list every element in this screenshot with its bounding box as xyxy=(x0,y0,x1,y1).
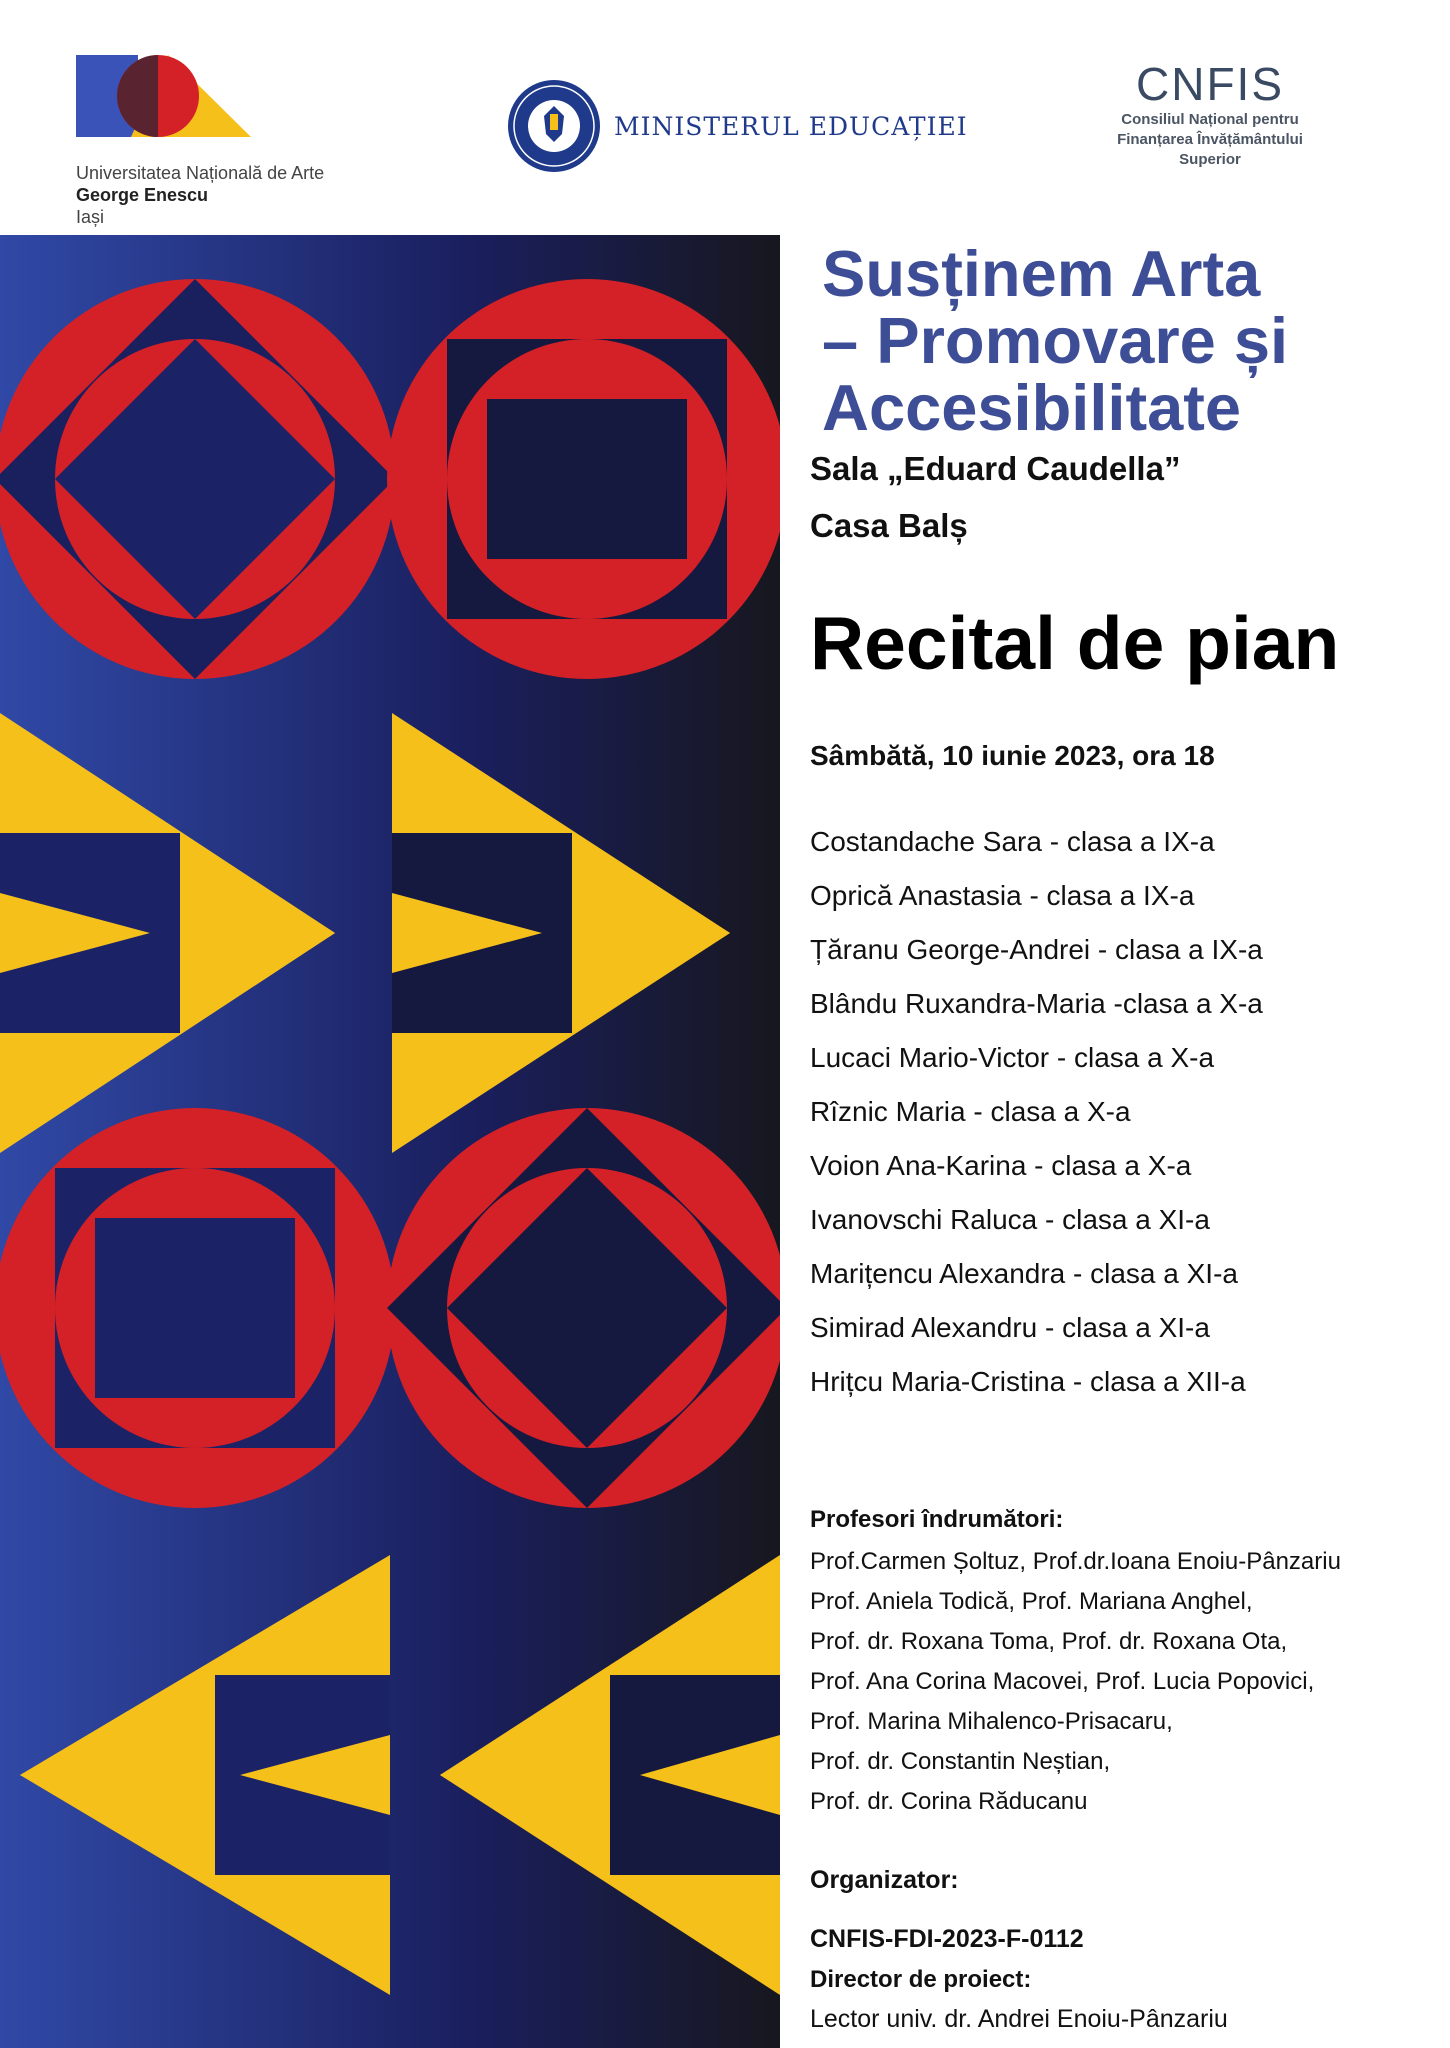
list-item: Prof. Marina Mihalenco-Prisacaru, xyxy=(810,1708,1173,1735)
event-title xyxy=(822,237,1382,444)
director-heading: Director de proiect: xyxy=(810,1966,1032,1993)
list-item: Prof. dr. Constantin Neștian, xyxy=(810,1748,1111,1775)
university-logo-icon xyxy=(76,55,251,140)
cnfis-line2: Finanțarea Învățământului xyxy=(1117,131,1303,148)
ministry-name: MINISTERUL EDUCAȚIEI xyxy=(614,111,968,141)
list-item: Țăranu George-Andrei - clasa a IX-a xyxy=(810,934,1263,965)
event-title-line3: Accesibilitate xyxy=(822,371,1242,444)
list-item: Prof. dr. Corina Răducanu xyxy=(810,1788,1088,1815)
list-item: Ivanovschi Raluca - clasa a XI-a xyxy=(810,1204,1210,1235)
list-item: Prof. dr. Roxana Toma, Prof. dr. Roxana Ota, xyxy=(810,1628,1288,1655)
project-code: CNFIS-FDI-2023-F-0112 xyxy=(810,1925,1084,1953)
event-title-line1: Susținem Arta xyxy=(822,237,1261,310)
professors-list xyxy=(810,1542,1341,1822)
motif-circle-diamond-2 xyxy=(387,1108,780,1508)
cnfis-line3: Superior xyxy=(1179,151,1241,168)
list-item: Hrițcu Maria-Cristina - clasa a XII-a xyxy=(810,1366,1246,1397)
government-seal-icon xyxy=(506,78,602,174)
venue xyxy=(810,440,1180,554)
list-item: Simirad Alexandru - clasa a XI-a xyxy=(810,1312,1210,1343)
list-item: Blându Ruxandra-Maria -clasa a X-a xyxy=(810,988,1263,1019)
venue-hall: Sala „Eduard Caudella” xyxy=(810,450,1181,487)
header-logos xyxy=(0,0,1450,235)
event-date: Sâmbătă, 10 iunie 2023, ora 18 xyxy=(810,740,1215,771)
list-item: Marițencu Alexandra - clasa a XI-a xyxy=(810,1258,1238,1289)
university-line2: George Enescu xyxy=(76,185,209,205)
recital-heading: Recital de pian xyxy=(810,601,1340,685)
organizer-heading: Organizator: xyxy=(810,1866,959,1894)
list-item: Voion Ana-Karina - clasa a X-a xyxy=(810,1150,1192,1181)
university-name xyxy=(76,162,324,228)
director-name: Lector univ. dr. Andrei Enoiu-Pânzariu xyxy=(810,2005,1228,2033)
ministry-logo xyxy=(506,78,968,174)
list-item: Rîznic Maria - clasa a X-a xyxy=(810,1096,1131,1127)
cnfis-line1: Consiliul Național pentru xyxy=(1121,111,1299,128)
list-item: Costandache Sara - clasa a IX-a xyxy=(810,826,1215,857)
university-line1: Universitatea Națională de Arte xyxy=(76,163,325,183)
list-item: Prof. Aniela Todică, Prof. Mariana Anghel, xyxy=(810,1588,1253,1615)
cnfis-logo xyxy=(1070,58,1350,170)
motif-circle-diamond-1 xyxy=(0,279,395,679)
student-list xyxy=(810,815,1263,1409)
list-item: Prof.Carmen Șoltuz, Prof.dr.Ioana Enoiu-Pânzariu xyxy=(810,1548,1341,1575)
motif-circle-square-1 xyxy=(387,279,780,679)
list-item: Lucaci Mario-Victor - clasa a X-a xyxy=(810,1042,1215,1073)
geometric-artwork xyxy=(0,235,780,2048)
professors-heading: Profesori îndrumători: xyxy=(810,1506,1064,1533)
cnfis-acronym: CNFIS xyxy=(1136,58,1284,110)
motif-circle-square-2 xyxy=(0,1108,395,1508)
venue-building: Casa Balș xyxy=(810,507,968,544)
event-title-line2: – Promovare și xyxy=(822,304,1289,377)
list-item: Oprică Anastasia - clasa a IX-a xyxy=(810,880,1195,911)
list-item: Prof. Ana Corina Macovei, Prof. Lucia Popovici, xyxy=(810,1668,1315,1695)
university-line3: Iași xyxy=(76,207,105,227)
